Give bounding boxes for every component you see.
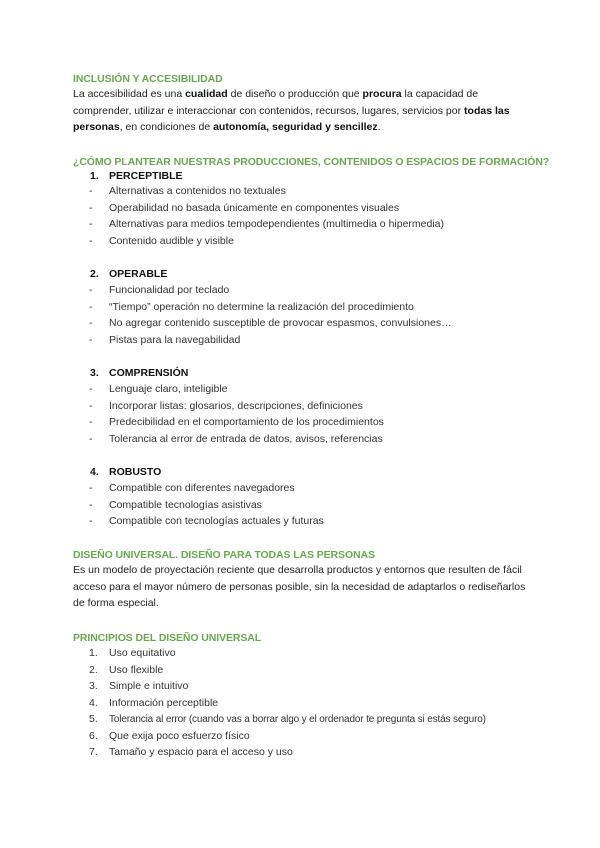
item-number: 3. bbox=[89, 680, 98, 692]
list-comprension bbox=[73, 381, 384, 447]
bullet-dash: - bbox=[89, 515, 93, 527]
item-number: 1. bbox=[89, 647, 98, 659]
group-number: 1. bbox=[90, 170, 99, 182]
list-operable bbox=[73, 282, 452, 348]
item-text: Uso equitativo bbox=[109, 647, 176, 659]
bold-run: cualidad bbox=[185, 88, 228, 100]
bullet-dash: - bbox=[89, 218, 93, 230]
bullet-dash: - bbox=[89, 234, 93, 247]
item-text: Compatible con tecnologías actuales y futuras bbox=[109, 515, 324, 527]
bullet-dash: - bbox=[89, 399, 93, 412]
item-text: Compatible con diferentes navegadores bbox=[109, 482, 295, 494]
text-run: de diseño o producción que bbox=[227, 88, 363, 100]
list-item bbox=[73, 744, 486, 761]
list-item bbox=[73, 728, 486, 745]
bold-run: todas las personas bbox=[73, 104, 510, 133]
group-number: 2. bbox=[90, 268, 99, 280]
list-item bbox=[73, 200, 444, 217]
group-name: ROBUSTO bbox=[109, 466, 162, 478]
item-number: 6. bbox=[89, 729, 98, 742]
list-item bbox=[73, 645, 486, 662]
paragraph-accesibilidad bbox=[73, 86, 533, 136]
bullet-dash: - bbox=[89, 482, 93, 494]
list-item bbox=[73, 513, 324, 530]
item-text: Incorporar listas: glosarios, descripciones, definiciones bbox=[109, 399, 363, 412]
bullet-dash: - bbox=[89, 333, 93, 346]
heading-inclusion: INCLUSIÓN Y ACCESIBILIDAD bbox=[73, 73, 223, 85]
bullet-dash: - bbox=[89, 416, 93, 428]
bullet-dash: - bbox=[89, 498, 93, 511]
text-run: La accesibilidad es una bbox=[73, 88, 186, 100]
list-item bbox=[73, 233, 444, 250]
bold-run: procura bbox=[362, 88, 402, 100]
item-text: Predecibilidad en el comportamiento de los procedimientos bbox=[109, 416, 384, 428]
bullet-dash: - bbox=[89, 185, 93, 197]
item-text: Que exija poco esfuerzo físico bbox=[109, 729, 250, 742]
list-item bbox=[73, 315, 452, 332]
bullet-dash: - bbox=[89, 317, 93, 329]
group-name: OPERABLE bbox=[109, 268, 168, 280]
group-title-comprension bbox=[90, 367, 188, 379]
list-item bbox=[73, 332, 452, 349]
item-text: No agregar contenido susceptible de provocar espasmos, convulsiones… bbox=[109, 317, 452, 329]
list-item bbox=[73, 695, 486, 712]
bullet-dash: - bbox=[89, 383, 93, 395]
group-name: COMPRENSIÓN bbox=[109, 367, 189, 379]
list-item bbox=[73, 497, 324, 514]
list-item bbox=[73, 299, 452, 316]
group-title-operable bbox=[90, 268, 167, 280]
list-item bbox=[73, 398, 384, 415]
bullet-dash: - bbox=[89, 201, 93, 214]
list-item bbox=[73, 678, 486, 695]
item-text: “Tiempo” operación no determine la realización del procedimiento bbox=[109, 300, 414, 313]
group-number: 3. bbox=[90, 367, 99, 379]
list-perceptible bbox=[73, 183, 444, 249]
list-item bbox=[73, 480, 324, 497]
item-text: Contenido audible y visible bbox=[109, 234, 234, 247]
list-item bbox=[73, 414, 384, 431]
bold-run: autonomía, seguridad y sencillez bbox=[213, 121, 378, 133]
bullet-dash: - bbox=[89, 284, 93, 296]
text-run: . bbox=[377, 121, 381, 133]
heading-principios: PRINCIPIOS DEL DISEÑO UNIVERSAL bbox=[73, 632, 262, 644]
item-text: Pistas para la navegabilidad bbox=[109, 333, 241, 346]
item-text: Alternativas para medios tempodependientes (multimedia o hipermedia) bbox=[109, 218, 445, 230]
list-item bbox=[73, 711, 486, 728]
group-number: 4. bbox=[90, 466, 99, 478]
heading-diseno-universal: DISEÑO UNIVERSAL. DISEÑO PARA TODAS LAS PERSONAS bbox=[73, 549, 375, 561]
item-text: Alternativas a contenidos no textuales bbox=[109, 185, 286, 197]
item-number: 7. bbox=[89, 746, 98, 758]
item-text: Operabilidad no basada únicamente en componentes visuales bbox=[109, 201, 400, 214]
list-item bbox=[73, 183, 444, 200]
item-text: Compatible tecnologías asistivas bbox=[109, 498, 262, 511]
group-name: PERCEPTIBLE bbox=[109, 170, 183, 182]
item-text: Tolerancia al error (cuando vas a borrar algo y el ordenador te pregunta si estás seguro) bbox=[109, 714, 486, 725]
text-run: , en condiciones de bbox=[119, 121, 214, 133]
item-text: Uso flexible bbox=[109, 663, 164, 676]
heading-como-plantear: ¿CÓMO PLANTEAR NUESTRAS PRODUCCIONES, CONTENIDOS O ESPACIOS DE FORMACIÓN? bbox=[73, 156, 550, 168]
bullet-dash: - bbox=[89, 300, 93, 313]
paragraph-diseno-universal: Es un modelo de proyectación reciente que desarrolla productos y entornos que resulten de fácil acceso para el mayor número de personas posible, sin la necesidad de adaptarlos o rediseñarlos de forma especial. bbox=[73, 564, 526, 609]
item-number: 4. bbox=[89, 696, 98, 709]
item-text: Tolerancia al error de entrada de datos, avisos, referencias bbox=[109, 432, 383, 445]
item-text: Simple e intuitivo bbox=[109, 680, 189, 692]
group-title-robusto bbox=[90, 466, 161, 478]
list-robusto bbox=[73, 480, 324, 530]
item-text: Tamaño y espacio para el acceso y uso bbox=[109, 746, 293, 758]
text-run: la capacidad de comprender, utilizar e interaccionar con contenidos, recursos, lugares, servicios por bbox=[73, 88, 479, 117]
list-item bbox=[73, 282, 452, 299]
bullet-dash: - bbox=[89, 432, 93, 445]
list-item bbox=[73, 431, 384, 448]
list-item bbox=[73, 662, 486, 679]
item-text: Lenguaje claro, inteligible bbox=[109, 383, 228, 395]
list-principios bbox=[73, 645, 486, 761]
group-title-perceptible bbox=[90, 170, 183, 182]
list-item bbox=[73, 216, 444, 233]
item-number: 5. bbox=[89, 713, 98, 725]
item-text: Funcionalidad por teclado bbox=[109, 284, 230, 296]
list-item bbox=[73, 381, 384, 398]
item-text: Información perceptible bbox=[109, 696, 219, 709]
item-number: 2. bbox=[89, 663, 98, 676]
